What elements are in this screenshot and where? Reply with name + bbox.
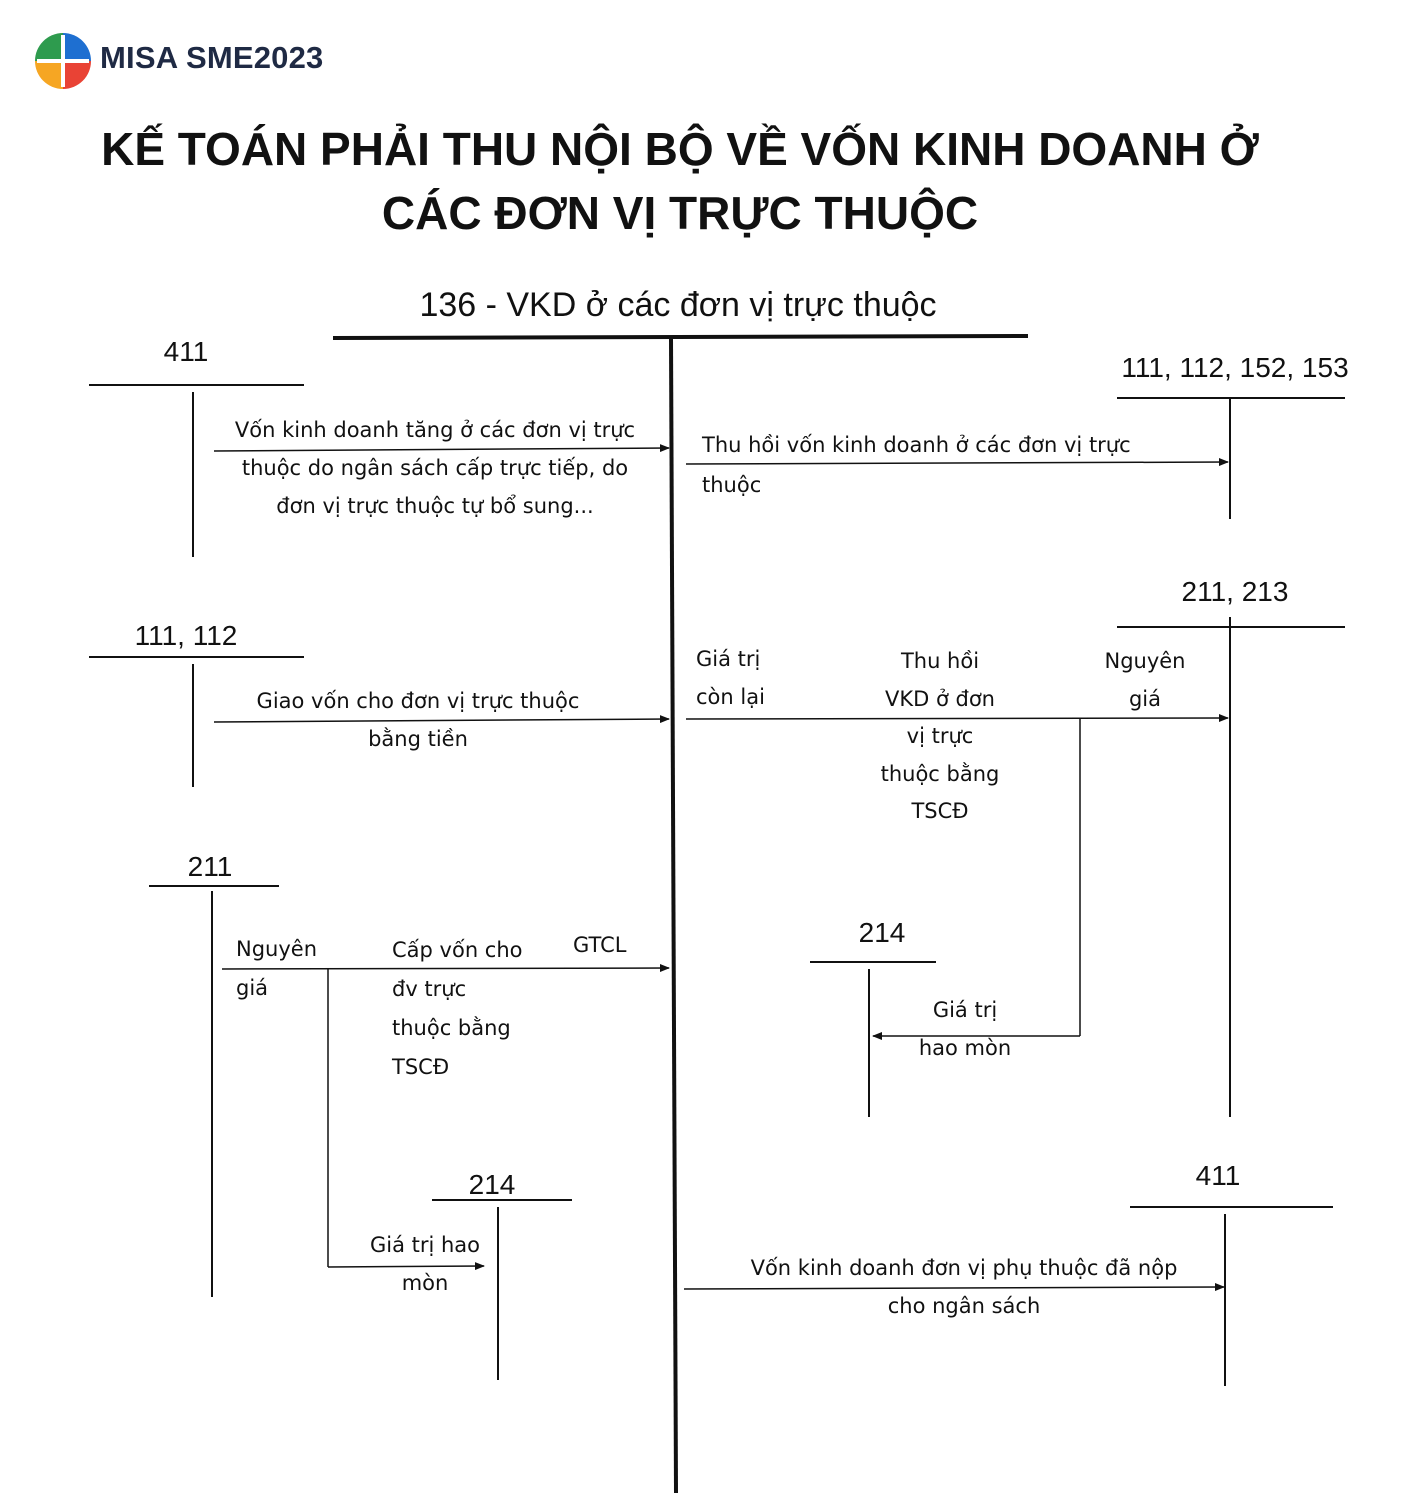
account-411-top: 411 [163,336,209,367]
page-title-line2: CÁC ĐƠN VỊ TRỰC THUỘC [381,187,979,239]
account-111-112: 111, 112 [134,620,238,651]
entry-cap-von-tscd: Cấp vốn cho đv trực thuộc bằng TSCĐ [392,938,523,1079]
account-111-112-152-153: 111, 112, 152, 153 [1121,352,1349,383]
account-211-213: 211, 213 [1181,576,1289,607]
center-account-topline [333,336,1028,338]
entry-vkd-nop-ngan-sach: Vốn kinh doanh đơn vị phụ thuộc đã nộp cho ngân sách [750,1256,1178,1318]
account-214-right: 214 [858,917,906,948]
entry-vkd-increase: Vốn kinh doanh tăng ở các đơn vị trực thuộc do ngân sách cấp trực tiếp, do đơn vị trực thuộc tự bổ sung... [234,418,636,518]
account-214-left: 214 [468,1169,516,1200]
entry-thu-hoi-vkd: Thu hồi vốn kinh doanh ở các đơn vị trực thuộc [702,433,1131,497]
account-411-bottom: 411 [1195,1160,1241,1191]
entry-hao-mon-left: Giá trị hao mòn [369,1233,481,1295]
entry-thu-hoi-tscd: Thu hồi VKD ở đơn vị trực thuộc bằng TSCĐ [880,649,1000,823]
account-211: 211 [187,851,233,882]
page-title-line1: KẾ TOÁN PHẢI THU NỘI BỘ VỀ VỐN KINH DOANH Ở [101,123,1259,175]
center-account-stem [671,338,676,1493]
entry-nguyen-gia-right: Nguyên giá [1104,649,1186,711]
center-account-label: 136 - VKD ở các đơn vị trực thuộc [419,286,937,324]
entry-nguyen-gia-left: Nguyên giá [236,937,318,1000]
entry-gia-tri-con-lai: Giá trị còn lại [696,647,765,709]
entry-giao-von-tien: Giao vốn cho đơn vị trực thuộc bằng tiền [256,689,580,751]
brand-name: MISA SME2023 [100,40,324,75]
entry-gtcl-left: GTCL [573,933,627,957]
entry-hao-mon-right: Giá trị hao mòn [918,998,1012,1060]
